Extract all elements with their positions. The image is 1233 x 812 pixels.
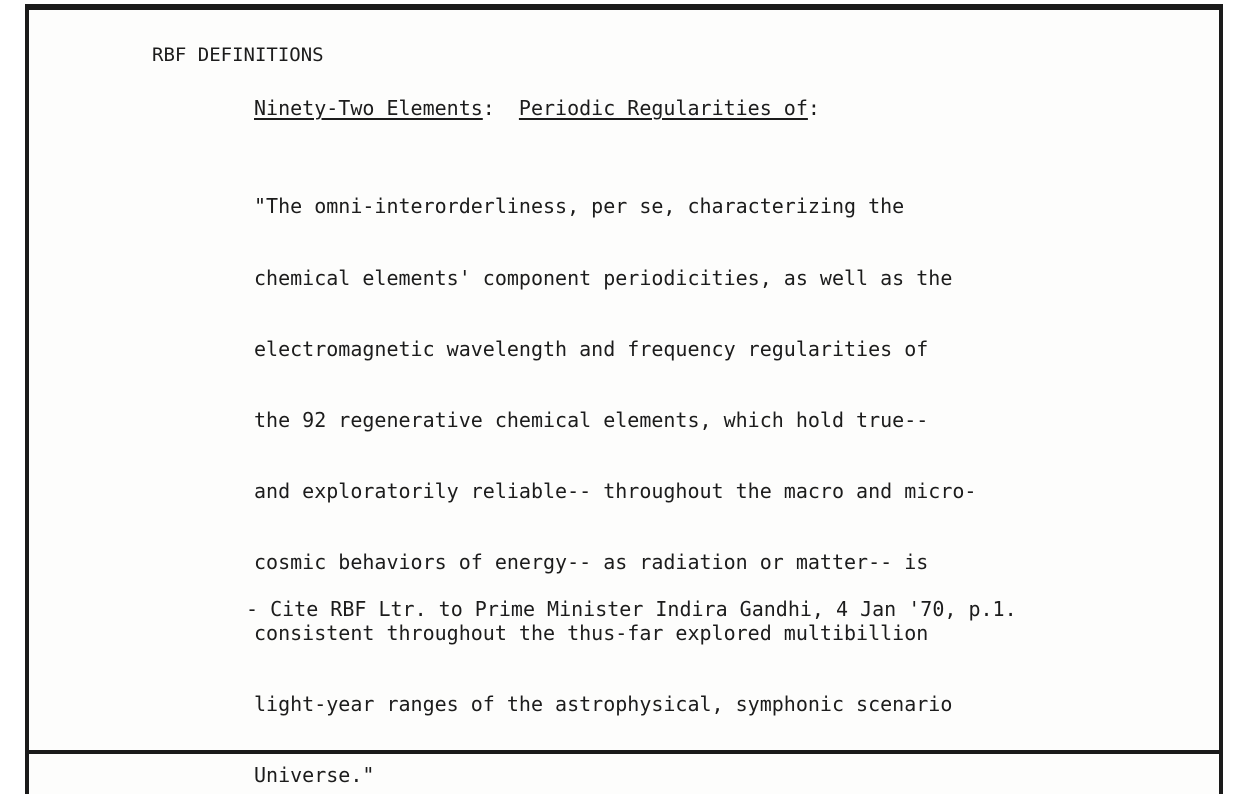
quote-line: the 92 regenerative chemical elements, which hold true--: [254, 407, 929, 432]
definition-heading: [254, 96, 820, 120]
quote-line: cosmic behaviors of energy-- as radiation or matter-- is: [254, 549, 929, 574]
quote-line: "The omni-interorderliness, per se, characterizing the: [254, 194, 905, 219]
heading-separator: :: [482, 96, 519, 120]
citation: - Cite RBF Ltr. to Prime Minister Indira Gandhi, 4 Jan '70, p.1.: [246, 597, 1017, 621]
quote-line: chemical elements' component periodicities, as well as the: [254, 265, 953, 290]
quote-line: consistent throughout the thus-far explored multibillion: [254, 621, 929, 646]
definition-term: Ninety-Two Elements: [254, 96, 483, 120]
quote-line: electromagnetic wavelength and frequency regularities of: [254, 336, 929, 361]
quote-line: light-year ranges of the astrophysical, symphonic scenario: [254, 692, 953, 717]
definition-quote: [254, 148, 976, 812]
quote-line: and exploratorily reliable-- throughout the macro and micro-: [254, 478, 977, 503]
quote-line: Universe.": [254, 763, 375, 788]
definition-subterm: Periodic Regularities of: [518, 96, 808, 120]
heading-end: :: [807, 96, 820, 120]
document-header: RBF DEFINITIONS: [152, 44, 324, 66]
